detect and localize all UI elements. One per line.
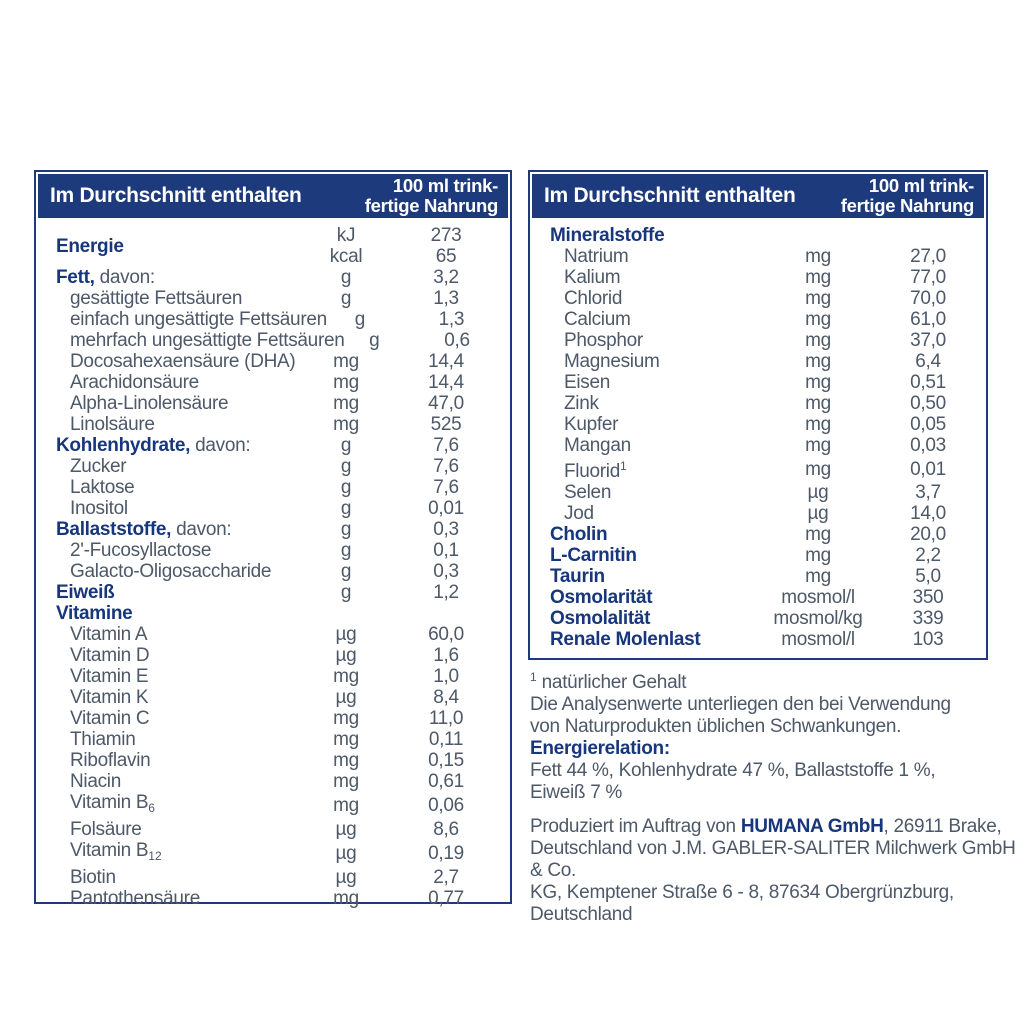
row-label [36,309,327,330]
row-unit: mg [805,246,831,267]
table-row [36,582,510,603]
row-label-bold: Ballaststoffe, [56,519,172,540]
table-row [36,840,510,867]
table-row [530,524,986,545]
row-label [530,608,766,629]
table-row [36,225,510,267]
row-unit: mg [333,666,359,687]
row-value: 77,0 [910,267,946,288]
row-label [36,867,310,888]
row-unit: µg [807,482,829,503]
cell-line: kcal [329,246,363,267]
row-label-text: Inositol [70,498,128,519]
row-label [36,330,345,351]
row-value: 70,0 [910,288,946,309]
table-row [36,603,510,624]
row-label-text: mehrfach ungesättigte Fettsäuren [70,330,345,351]
row-unit: µg [335,843,357,864]
row-value: 2,2 [915,545,941,566]
producer-text: Produziert im Auftrag von [530,816,741,837]
footnote-natural-content: $^1$ natürlicher Gehalt [530,670,687,693]
row-label-bold: Mineralstoffe [550,225,665,246]
row-value: 3,2 [433,267,459,288]
row-unit: mg [805,309,831,330]
row-value: 37,0 [910,330,946,351]
table-row [36,792,510,819]
table-row [530,503,986,524]
row-unit: µg [335,687,357,708]
row-unit: mg [333,888,359,909]
row-label [530,629,766,650]
row-unit: g [340,540,352,561]
nutrition-table-right [528,170,988,660]
row-label-text: Docosahexaensäure (DHA) [70,351,296,372]
table-row [36,750,510,771]
row-value: 27,0 [910,246,946,267]
row-unit: mg [805,545,831,566]
note-line: von Naturprodukten üblichen Schwankungen. [530,716,902,737]
row-value: 5,0 [915,566,941,587]
row-value: 8,4 [433,687,459,708]
row-label-text: Kalium [564,267,621,288]
header-column-title: 100 ml trink- fertige Nahrung [364,175,498,216]
table-row [36,435,510,456]
row-unit: mg [333,414,359,435]
producer-line [530,882,1016,904]
table-row [530,288,986,309]
row-label-text: Fluorid [564,461,620,482]
row-label-text: Calcium [564,309,631,330]
table-row [36,645,510,666]
row-unit: g [354,309,365,330]
row-label-bold: Eiweiß [56,582,115,603]
row-value: 11,0 [428,708,464,729]
row-label-text: Galacto-Oligosaccharide [70,561,272,582]
table-row [530,545,986,566]
row-unit: mg [333,795,359,816]
row-label-text: Zink [564,393,599,414]
row-unit: g [340,288,352,309]
row-label-text: einfach ungesättigte Fettsäuren [70,309,327,330]
header-title: Im Durchschnitt enthalten [544,184,796,207]
table-row [530,435,986,456]
note-line: Eiweiß 7 % [530,782,623,803]
row-value: 7,6 [433,456,459,477]
row-label-text: davon: [94,267,155,288]
row-unit: g [340,498,352,519]
row-label [36,819,310,840]
table-row [530,267,986,288]
row-unit: g [340,561,352,582]
row-unit: mg [805,458,831,480]
row-unit: g [340,582,352,603]
row-unit: mg [333,729,359,750]
row-label-text: Vitamin E [70,666,149,687]
row-label [530,393,766,414]
row-label-text: Eisen [564,372,611,393]
row-label [36,666,310,687]
note-line: Die Analysenwerte unterliegen den bei Verwendung [530,694,951,715]
row-label-text: Thiamin [70,729,136,750]
table-row [530,629,986,650]
table-row [530,566,986,587]
row-label-text: Arachidonsäure [70,372,199,393]
row-unit: mg [805,414,831,435]
row-label [36,840,310,867]
row-label [36,729,310,750]
table-row [530,456,986,482]
row-value: 0,3 [433,561,459,582]
row-value: 525 [430,414,462,435]
analysis-note [530,694,1016,738]
row-label [36,372,310,393]
row-label-text: Magnesium [564,351,660,372]
row-value: 0,3 [433,519,459,540]
row-label [530,246,766,267]
row-label-text: Vitamin C [70,708,150,729]
row-unit: mg [805,267,831,288]
table-row [530,309,986,330]
row-label [530,587,766,608]
row-label [530,351,766,372]
header-title: Im Durchschnitt enthalten [50,184,302,207]
table-row [36,477,510,498]
table-row [36,561,510,582]
row-label [36,393,310,414]
row-label [36,456,310,477]
row-label [36,414,310,435]
row-unit: µg [807,503,829,524]
row-label-text: 2'-Fucosyllactose [70,540,212,561]
table-header-right [532,174,984,218]
note-line: Fett 44 %, Kohlenhydrate 47 %, Ballaststoffe 1 %, [530,760,936,781]
row-unit: mosmol/kg [773,608,863,629]
row-value: 339 [912,608,944,629]
row-value: 1,3 [433,288,459,309]
row-unit: mg [805,393,831,414]
table-row [36,687,510,708]
row-value: 0,6 [444,330,470,351]
row-value: 0,51 [910,372,946,393]
row-value: 0,01 [428,498,464,519]
row-label-text: Biotin [70,867,116,888]
row-label [36,750,310,771]
row-value: 0,03 [910,435,946,456]
row-unit: g [369,330,380,351]
row-label [530,372,766,393]
row-unit: g [340,267,352,288]
table-row [36,351,510,372]
table-row [530,414,986,435]
row-value: 20,0 [910,524,946,545]
table-row [530,225,986,246]
row-label-text: Vitamin D [70,645,150,666]
row-unit: g [340,519,352,540]
row-label [36,582,310,603]
row-label-text: davon: [190,435,251,456]
row-label [36,540,310,561]
row-value: 61,0 [910,309,946,330]
table-row [530,393,986,414]
table-row [36,666,510,687]
row-label-subscript: 6 [148,801,155,815]
footnote-marker: 1 [530,670,537,684]
row-label-bold: Energie [56,235,124,257]
row-label-bold: Vitamine [56,603,133,624]
row-label-text: Kupfer [564,414,619,435]
cell-line: 65 [435,246,457,267]
row-label [36,267,310,288]
table-row [36,372,510,393]
table-row [36,267,510,288]
row-value: 0,05 [910,414,946,435]
cell-line: 273 [430,225,462,246]
row-label [530,482,766,503]
row-label [530,309,766,330]
row-label [530,435,766,456]
row-value: 1,2 [433,582,459,603]
table-row [36,540,510,561]
row-unit: g [340,435,352,456]
row-label-text: Natrium [564,246,629,267]
row-value: 1,3 [438,309,465,330]
row-value: 0,1 [433,540,459,561]
table-row [530,246,986,267]
producer-text: , 26911 Brake, [883,816,1002,837]
row-unit: mg [333,708,359,729]
row-label [36,888,310,909]
producer-line [530,838,1016,882]
row-unit: µg [335,645,357,666]
table-row [530,351,986,372]
row-label [36,561,310,582]
row-label-text: Niacin [70,771,121,792]
table-row [36,330,510,351]
row-label-bold: Renale Molenlast [550,629,701,650]
table-row [36,867,510,888]
row-label [530,503,766,524]
table-row [530,372,986,393]
producer-text: Deutschland von J.M. GABLER-SALITER Milchwerk GmbH & Co. [530,838,1016,881]
row-label-bold: Osmolarität [550,587,653,608]
row-unit: mg [333,393,359,414]
row-unit: µg [335,819,357,840]
row-unit: mg [805,351,831,372]
row-unit: mg [805,372,831,393]
table-row [36,498,510,519]
row-label [36,519,310,540]
row-label-text: Jod [564,503,594,524]
row-label-bold: Cholin [550,524,608,545]
table-row [36,456,510,477]
row-unit: g [340,456,352,477]
table-row [36,519,510,540]
row-unit: mg [333,372,359,393]
row-value [382,225,510,267]
producer-line [530,904,1016,926]
table-row [36,729,510,750]
row-label-text: Vitamin K [70,687,149,708]
table-row [36,288,510,309]
row-label-bold: Fett, [56,267,95,288]
row-label-subscript: 12 [148,849,162,863]
row-label [36,645,310,666]
producer-text: Deutschland [530,904,633,925]
table-row [36,414,510,435]
table-body-left [36,220,510,913]
row-label [36,351,310,372]
row-label-bold: Taurin [550,566,605,587]
row-label-text: Linolsäure [70,414,155,435]
row-value: 14,0 [910,503,946,524]
row-value: 8,6 [433,819,459,840]
row-label-bold: Osmolalität [550,608,651,629]
row-label-text: Laktose [70,477,135,498]
header-column-title: 100 ml trink- fertige Nahrung [840,175,974,216]
row-value: 0,11 [428,729,464,750]
row-value: 0,50 [910,393,946,414]
row-value: 1,0 [433,666,459,687]
row-label-text: Alpha-Linolensäure [70,393,229,414]
row-label [530,566,766,587]
row-value: 0,77 [428,888,464,909]
row-label-text: Phosphor [564,330,643,351]
row-label [36,288,310,309]
row-label-bold: L-Carnitin [550,545,637,566]
row-label [36,624,310,645]
row-label-text: Folsäure [70,819,142,840]
table-row [36,888,510,909]
row-label [36,687,310,708]
footnotes-block [530,666,1016,926]
row-value: 2,7 [433,867,459,888]
row-label-text: Mangan [564,435,631,456]
row-value: 350 [912,587,944,608]
energierelation-text [530,760,1016,804]
row-value: 0,15 [428,750,464,771]
row-label [530,288,766,309]
row-label [530,414,766,435]
row-unit: mg [805,288,831,309]
row-unit: mosmol/l [781,629,855,650]
nutrition-table-left [34,170,512,909]
row-label [530,545,766,566]
producer-text: KG, Kemptener Straße 6 - 8, 87634 Obergrünzburg, [530,882,954,903]
row-unit: mg [805,435,831,456]
table-row [530,482,986,503]
row-value: 60,0 [428,624,464,645]
row-unit: g [340,477,352,498]
producer-info [530,816,1016,926]
row-label [530,524,766,545]
row-label-text: Selen [564,482,612,503]
row-unit: µg [335,624,357,645]
row-label [36,792,310,819]
row-label-text: Vitamin B [70,792,149,813]
row-label-superscript: 1 [619,459,627,473]
row-value: 0,01 [910,458,946,480]
row-value: 0,06 [428,795,464,816]
row-label [530,330,766,351]
row-label-text: Zucker [70,456,127,477]
table-row [530,330,986,351]
producer-line [530,816,1016,838]
row-label [36,435,310,456]
row-unit [310,225,382,267]
row-value: 3,7 [915,482,941,503]
row-unit: mg [805,330,831,351]
row-label-text: Vitamin A [70,624,148,645]
row-value: 6,4 [915,351,941,372]
row-unit: µg [335,867,357,888]
row-label-text: Chlorid [564,288,623,309]
row-value: 1,6 [433,645,459,666]
row-value: 7,6 [433,477,459,498]
table-row [530,587,986,608]
table-row [36,771,510,792]
row-value: 47,0 [428,393,464,414]
row-unit: mg [805,524,831,545]
row-label-bold: Kohlenhydrate, [56,435,191,456]
row-unit: mg [333,351,359,372]
table-row [36,708,510,729]
row-unit: mg [805,566,831,587]
row-label [36,498,310,519]
table-body-right [530,220,986,654]
table-row [36,393,510,414]
table-row [36,819,510,840]
row-label-text: Pantothensäure [70,888,200,909]
row-label-text: Riboflavin [70,750,151,771]
row-unit: mg [333,771,359,792]
row-label [530,456,766,482]
row-value: 14,4 [428,372,464,393]
row-label-text: davon: [171,519,232,540]
row-unit: mosmol/l [781,587,855,608]
row-label [530,267,766,288]
brand-name: HUMANA GmbH [740,816,884,837]
row-label [530,225,766,246]
row-value: 103 [912,629,944,650]
row-value: 0,19 [428,843,464,864]
table-row [36,624,510,645]
row-label [36,603,310,624]
row-label [36,708,310,729]
row-value: 7,6 [433,435,459,456]
row-unit: mg [333,750,359,771]
row-label [36,236,310,257]
table-row [530,608,986,629]
cell-line: kJ [336,225,356,246]
table-header-left [38,174,508,218]
row-value: 14,4 [428,351,464,372]
table-row [36,309,510,330]
row-label [36,771,310,792]
row-label [36,477,310,498]
row-label-text: Vitamin B [70,840,149,861]
row-label-text: gesättigte Fettsäuren [70,288,243,309]
energierelation-heading: Energierelation: [530,738,670,759]
row-value: 0,61 [428,771,464,792]
